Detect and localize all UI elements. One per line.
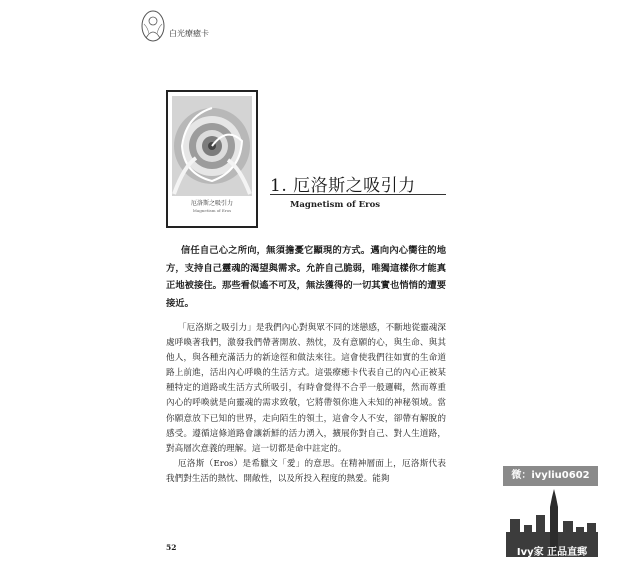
angel-emblem-icon xyxy=(141,10,165,42)
watermark-banner: 微：ivyliu0602 xyxy=(503,466,598,486)
body-paragraph-1: 「厄洛斯之吸引力」是我們內心對與眾不同的迷戀感，不斷地從靈魂深處呼喚著我們，激發我們帶著開放、熱忱，及有意願的心，與生命、與其他人，與各種充滿活力的新途徑和做法來往。這會使我們往如實的生命道路上前進，活出內心呼喚的生活方式。這張療癒卡代表自己的內心正被某種特定的道路或生活方式所吸引，有時會覺得不合乎一般邏輯，然而尊重內心的呼喚就是向靈魂的需求致敬，它將帶領你進入未知的神秘領域。當你願意放下已知的世界，走向陌生的領土，這會令人不安，卻帶有解脫的感受。遵循這條道路會讓新鮮的活力湧入，擴展你對自己、對人生道路，對高層次意義的理解。這一切都是命中註定的。 xyxy=(166,323,446,454)
page-number: 52 xyxy=(166,543,177,552)
watermark-footer: Ivy家 正品直郵 xyxy=(516,547,588,558)
chapter-title: 1. 厄洛斯之吸引力 xyxy=(270,176,416,196)
header-title: 白光療癒卡 xyxy=(169,29,209,38)
title-rule xyxy=(270,194,446,195)
intro-paragraph: 信任自己心之所向，無須擔憂它顯現的方式。邁向內心嚮往的地方，支持自己靈魂的渴望與需求。允許自己脆弱，唯獨這樣你才能真正地被接住。那些看似遙不可及，無法獲得的一切其實也悄悄的遭要接近。 xyxy=(166,245,446,309)
body-paragraph-2: 厄洛斯（Eros）是希臘文「愛」的意思。在精神層面上，厄洛斯代表我們對生活的熱忱、開敞性，以及所投入程度的熱愛。能夠 xyxy=(166,458,446,484)
card-caption xyxy=(172,200,252,214)
body-text xyxy=(166,321,446,487)
card-artwork xyxy=(172,96,252,196)
oracle-card-image xyxy=(166,90,258,228)
running-header xyxy=(141,10,209,42)
card-caption-en: Magnetism of Eros xyxy=(192,208,232,213)
spiral-artwork-icon xyxy=(172,96,252,196)
chapter-subtitle: Magnetism of Eros xyxy=(290,200,381,210)
card-caption-zh: 厄洛斯之吸引力 xyxy=(190,200,233,207)
